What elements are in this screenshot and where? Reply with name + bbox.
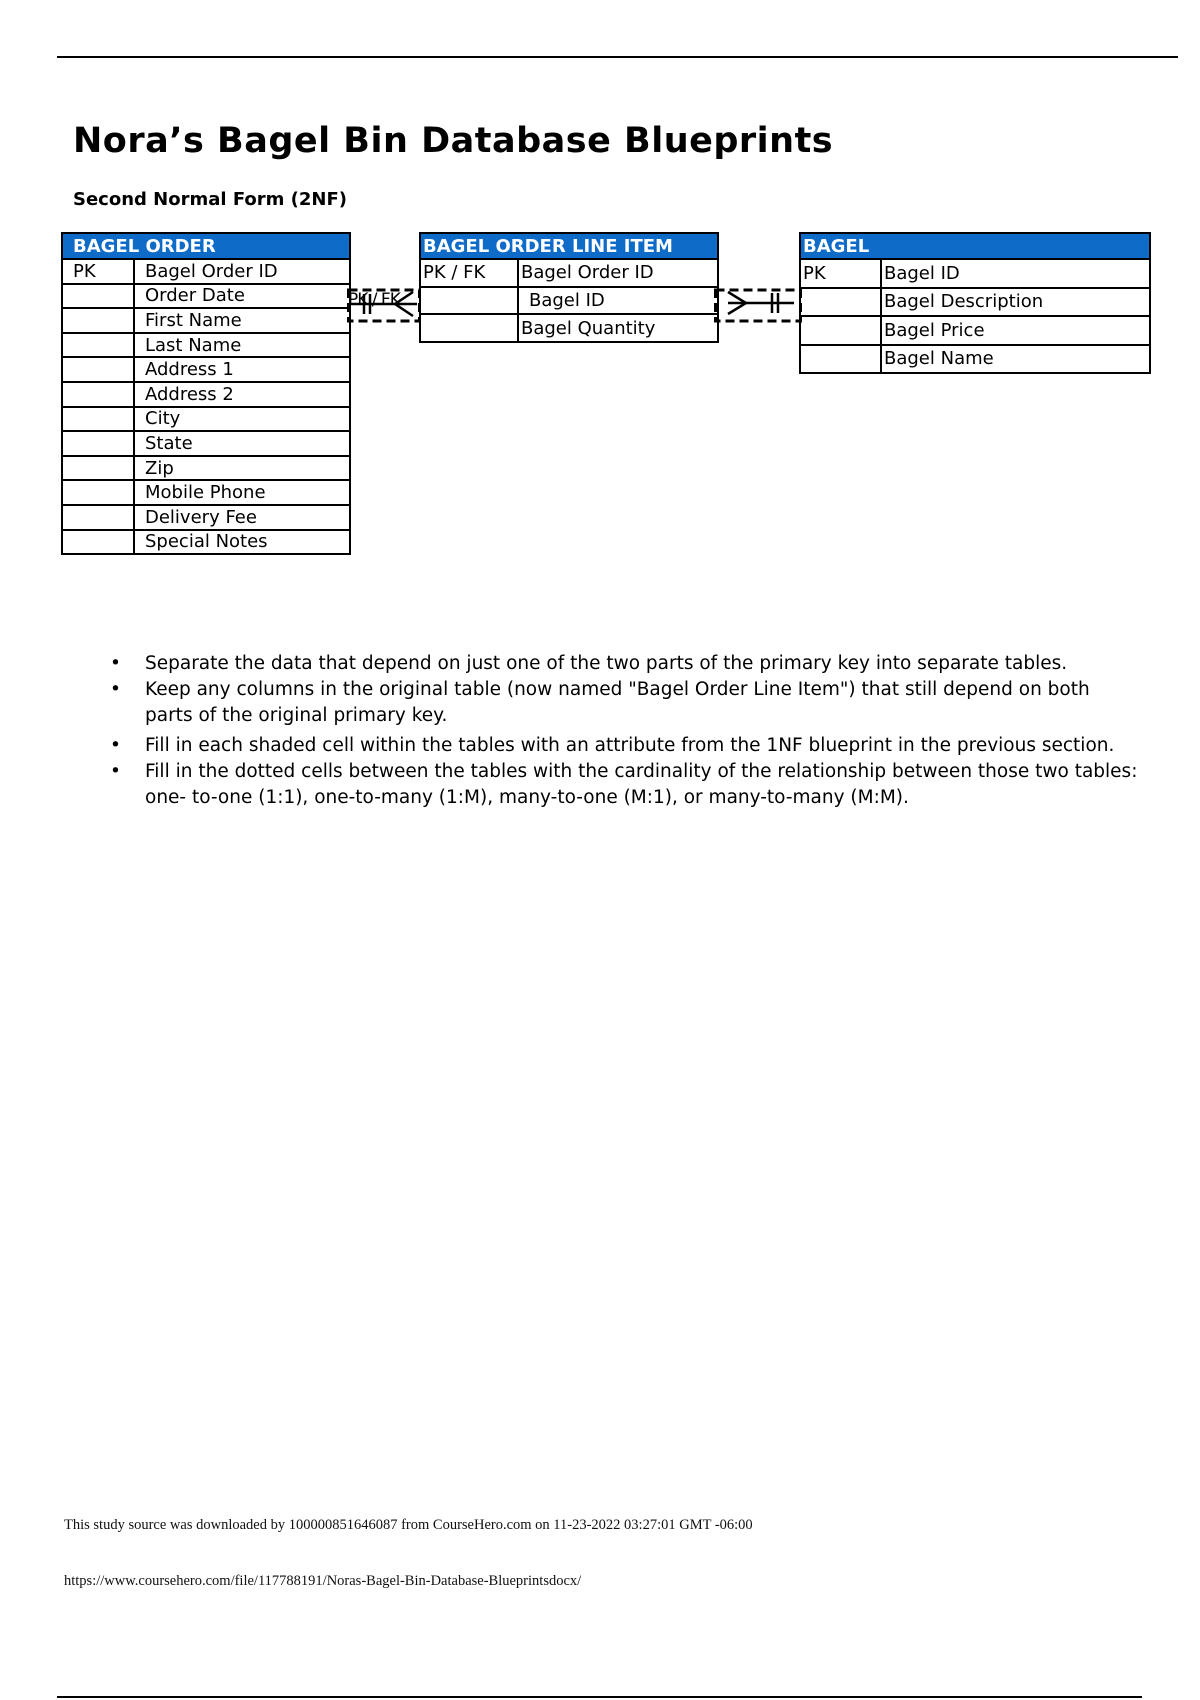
field-cell: Bagel Name xyxy=(881,345,1150,374)
field-cell: Bagel Order ID xyxy=(134,259,350,284)
list-item-text: Fill in the dotted cells between the tables with the cardinality of the relationship between those two tables: one- to-one (1:1), one-to-many (1:M), many-to-one (M:1), or many-to-many (M:M). xyxy=(145,761,1138,808)
table-row xyxy=(62,407,350,432)
key-cell xyxy=(62,407,134,432)
table-row xyxy=(62,357,350,382)
connector-label: PK / FK xyxy=(348,290,400,310)
dotted-cardinality-cell xyxy=(716,290,801,321)
table-row xyxy=(800,345,1150,374)
section-subtitle: Second Normal Form (2NF) xyxy=(73,189,347,210)
bagel-order-line-item-table xyxy=(419,232,719,343)
list-item-text: Fill in each shaded cell within the tables with an attribute from the 1NF blueprint in the previous section. xyxy=(145,735,1115,756)
table-row xyxy=(800,288,1150,317)
field-cell: Order Date xyxy=(134,284,350,309)
table-header-row xyxy=(800,233,1150,259)
table-row xyxy=(62,480,350,505)
field-cell: Last Name xyxy=(134,333,350,358)
bottom-rule xyxy=(57,1696,1142,1698)
top-rule xyxy=(57,56,1178,58)
table-row xyxy=(62,431,350,456)
table-row xyxy=(62,530,350,555)
key-cell xyxy=(62,284,134,309)
key-cell xyxy=(62,480,134,505)
key-cell: PK xyxy=(800,259,881,288)
bullet-icon: • xyxy=(110,679,121,700)
bagel-order-table xyxy=(61,232,351,555)
list-item xyxy=(108,677,1138,729)
key-cell xyxy=(62,530,134,555)
field-cell: First Name xyxy=(134,308,350,333)
key-cell xyxy=(62,333,134,358)
field-cell: Bagel Price xyxy=(881,316,1150,345)
table-row xyxy=(420,287,718,315)
key-cell xyxy=(420,287,518,315)
table-row xyxy=(62,382,350,407)
key-cell xyxy=(62,456,134,481)
key-cell xyxy=(62,382,134,407)
table-header-row xyxy=(420,233,718,259)
table-row xyxy=(62,456,350,481)
list-item xyxy=(108,651,1138,677)
table-row xyxy=(62,259,350,284)
field-cell: Address 2 xyxy=(134,382,350,407)
bullet-icon: • xyxy=(110,653,121,674)
key-cell xyxy=(62,431,134,456)
bullet-icon: • xyxy=(110,761,121,782)
key-cell: PK / FK xyxy=(420,259,518,287)
key-cell xyxy=(62,308,134,333)
table-row xyxy=(420,314,718,342)
source-url[interactable]: https://www.coursehero.com/file/117788191/Noras-Bagel-Bin-Database-Blueprintsdocx/ xyxy=(64,1573,582,1589)
key-cell xyxy=(62,357,134,382)
field-cell: City xyxy=(134,407,350,432)
field-cell: Mobile Phone xyxy=(134,480,350,505)
field-cell: Special Notes xyxy=(134,530,350,555)
table-row xyxy=(62,308,350,333)
field-cell: Bagel ID xyxy=(518,287,718,315)
table-header: BAGEL xyxy=(800,233,1150,259)
field-cell: Bagel ID xyxy=(881,259,1150,288)
instruction-list xyxy=(108,651,1138,811)
key-cell xyxy=(62,505,134,530)
table-row xyxy=(420,259,718,287)
table-header: BAGEL ORDER LINE ITEM xyxy=(420,233,718,259)
field-cell: State xyxy=(134,431,350,456)
table-row xyxy=(62,284,350,309)
list-item-text: Separate the data that depend on just one of the two parts of the primary key into separate tables. xyxy=(145,653,1068,674)
table-header: BAGEL ORDER xyxy=(62,233,350,259)
bullet-icon: • xyxy=(110,735,121,756)
list-item-text: Keep any columns in the original table (now named "Bagel Order Line Item") that still depend on both parts of the original primary key. xyxy=(145,679,1090,726)
field-cell: Bagel Description xyxy=(881,288,1150,317)
page-title: Nora’s Bagel Bin Database Blueprints xyxy=(73,121,834,161)
download-source-notice: This study source was downloaded by 100000851646087 from CourseHero.com on 11-23-2022 03:27:01 GMT -06:00 xyxy=(64,1517,753,1533)
list-item xyxy=(108,759,1138,811)
key-cell xyxy=(800,345,881,374)
key-cell: PK xyxy=(62,259,134,284)
lineitem-bagel-cardinality-connector xyxy=(714,288,802,324)
table-row xyxy=(800,259,1150,288)
table-row xyxy=(62,505,350,530)
table-row xyxy=(62,333,350,358)
key-cell xyxy=(800,288,881,317)
table-row xyxy=(800,316,1150,345)
key-cell xyxy=(420,314,518,342)
field-cell: Zip xyxy=(134,456,350,481)
list-item xyxy=(108,733,1138,759)
bagel-table xyxy=(799,232,1151,374)
field-cell: Bagel Order ID xyxy=(518,259,718,287)
field-cell: Delivery Fee xyxy=(134,505,350,530)
field-cell: Address 1 xyxy=(134,357,350,382)
table-header-row xyxy=(62,233,350,259)
key-cell xyxy=(800,316,881,345)
field-cell: Bagel Quantity xyxy=(518,314,718,342)
